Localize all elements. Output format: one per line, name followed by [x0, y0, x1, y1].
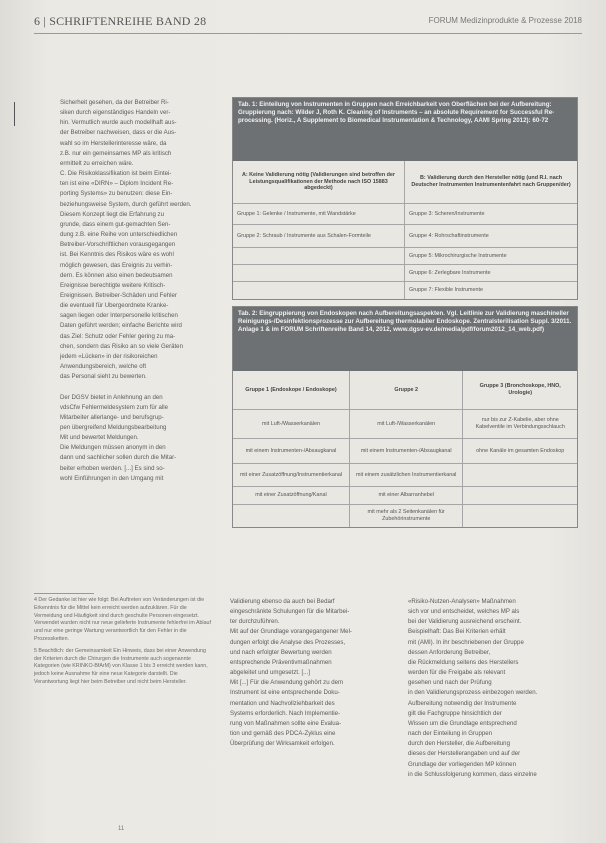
text-line: durch den Hersteller, die Aufbereitung: [408, 740, 510, 748]
table-cell: mit einer Zusatzöffnung/Kanal: [233, 487, 350, 504]
text-line: sich vor und entscheidet, welches MP als: [408, 608, 520, 616]
table-row: [233, 464, 577, 487]
text-line: das Personal sieht zu bewerten.: [60, 373, 147, 381]
text-line: Sicherheit gesehen, da der Betreiber Ri-: [60, 99, 169, 106]
text-line: wahl so im Herstellerinteresse wäre, da: [60, 139, 167, 147]
text-line: gesehen und nach der Prüfung: [408, 679, 492, 687]
text-line: abgeleitet und umgesetzt. [...]: [230, 669, 310, 677]
footnote: 5 Beachtlich: der Gemeinsamkeit Ein Hinweis, dass bei einer Anwendung der Kriterien durch die Chirurgen die Instrumente auch sogenannte Kategorien (wie KRINKO-BfArM) von Klasse 1 bis 3 erreicht werden kann, jedoch keine Ausnahme für eine neue Kategorie darstellt. Die Verantwortung liegt hier beim Betreiber und nicht beim Hersteller.: [34, 647, 208, 685]
text-line: ten ist eine «DIRN» – Diplom Incident Re-: [60, 180, 174, 188]
table-row: [233, 410, 577, 439]
text-line: Überprüfung der Wirksamkeit erfolgen.: [230, 740, 335, 748]
table-cell: mit einer Zusatzöffnung/Instrumentierkanal: [233, 464, 350, 486]
text-line: dessen Anforderung Betreiber,: [408, 648, 491, 656]
text-line: ter durchzuführen.: [230, 618, 280, 626]
text-line: dung z.B. eine Reihe von unterschiedlichen: [60, 231, 178, 239]
page-header: [34, 14, 582, 30]
table-2-header-row: [233, 371, 577, 410]
table-cell: Gruppe 2: Schraub / Instrumente aus Schalen-Formteile: [233, 225, 405, 247]
text-line: Systems erforderlich. Nach Implementie-: [230, 709, 341, 717]
series-title: 6 | SCHRIFTENREIHE BAND 28: [34, 14, 207, 28]
table-2-col-1: Gruppe 1 (Endoskope / Endoskope): [233, 371, 350, 409]
text-line: Betreiber-Vorschriftlichen vorausgegangen: [60, 241, 176, 249]
table-cell: [463, 487, 577, 504]
right-text-column: [408, 597, 578, 832]
table-row: [233, 204, 577, 225]
table-cell: mit Luft-/Wasserkanälen: [350, 410, 464, 438]
text-line: dieses der Herstellerangaben und auf der: [408, 750, 521, 758]
table-cell: Gruppe 7: Flexible Instrumente: [409, 287, 484, 294]
table-cell: [463, 464, 577, 486]
text-line: siken durch eigenständiges Handeln ver-: [60, 109, 171, 117]
text-line: dungen erfolgt die Analyse des Prozesses,: [230, 638, 346, 646]
footnotes: [34, 597, 212, 691]
text-line: werden für die Freigabe als relevant: [408, 669, 506, 677]
text-line: Mit auf der Grundlage vorangegangener Mel-: [230, 628, 352, 636]
footnote-rule: [34, 593, 94, 594]
text-line: [60, 382, 232, 392]
table-2-col-2: Gruppe 2: [350, 371, 464, 409]
header-rule: [34, 33, 582, 34]
text-line: pen übergreifend Meldungsbearbeitung: [60, 423, 167, 431]
table-cell: Gruppe 3: Scheren/Instrumente: [409, 210, 485, 217]
text-line: Ereignisse berechtigte weitere Kritisch-: [60, 281, 166, 289]
text-line: Instrument ist eine entsprechende Doku-: [230, 689, 340, 697]
text-line: ermittelt zu erreichen wäre.: [60, 159, 134, 167]
table-cell: mit einem Instrumenten-/Absaugkanal: [233, 439, 350, 463]
text-line: chen, sondern das Risiko an so viele Geräten: [60, 342, 183, 350]
text-line: entsprechende Präventivmaßnahmen: [230, 658, 332, 666]
text-line: gilt die Fachgruppe hinsichtlich der: [408, 709, 502, 717]
text-line: Der DGSV bietet in Anlehnung an den: [60, 393, 163, 401]
text-line: ist. Bei Kenntnis des Risikos wäre es wohl: [60, 251, 174, 259]
table-cell: [233, 505, 350, 527]
table-cell: Gruppe 5: Mikrochirurgische Instrumente: [409, 252, 507, 259]
text-line: tion und gemäß des PDCA-Zyklus eine: [230, 730, 336, 738]
footnote: 4 Der Gedanke ist hier wie folgt: Bei Auftreten von Veränderungen ist die Erkenntnis für die Mittel kein erreicht werden aufzuklären. Für die Vermeidung und Häufigkeit sind durch geschulte Personen eingesetzt. Verwendet wurden nicht nur neue gelieferte Instrumente fehlerfrei im Ablauf und nur eine geringe Wartung verantwortlich für den Fehler in die Prozessketten.: [34, 597, 211, 642]
text-line: wohl Einführungen in den Umgang mit: [60, 474, 164, 482]
text-line: Grundlage der vorliegenden MP können: [408, 760, 516, 768]
text-line: nach der Einteilung in Gruppen: [408, 730, 493, 738]
text-line: die eventuell für Ubergeordnete Kranke-: [60, 302, 169, 310]
table-1-title: Tab. 1: Einteilung von Instrumenten in Gruppen nach Erreichbarkeit von Oberflächen bei der Aufbereitung: Gruppierung nach: Wilder J, Roth K. Cleaning of Instruments – an absolute Requirement for Successful Re-processing. (Horiz., A Supplement to Biomedical Instrumentation & Technology, AAMI Spring 2012): 60-72: [233, 98, 577, 161]
middle-text-column: [230, 597, 400, 777]
text-line: Wissen um die Grundlage entsprechend: [408, 719, 517, 727]
text-line: grunde, dass einem gut-gemachten Sen-: [60, 220, 171, 228]
text-line: z.B. nur ein gemeinsames MP als kritisch: [60, 149, 172, 157]
table-1: [232, 97, 578, 300]
text-line: vdsCfw Fehlermeldesystem zum für alle: [60, 403, 169, 411]
text-line: das Ziel: Schutz oder Fehler gering zu ma-: [60, 332, 176, 340]
table-cell: mit einem zusätzlichen Instrumentierkanal: [350, 464, 464, 486]
table-row: [233, 225, 577, 248]
text-line: in die Schlussfolgerung kommen, dass einzelne: [408, 770, 537, 778]
table-cell: mit einer Albarranhebel: [350, 487, 464, 504]
text-line: Validierung ebenso da auch bei Bedarf: [230, 598, 335, 605]
table-cell: Gruppe 4: Rohrschaftinstrumente: [409, 232, 489, 239]
table-row: [233, 248, 577, 265]
table-cell: Gruppe 1: Gelenke / Instrumente, mit Wandstärke: [233, 204, 405, 224]
margin-mark: [14, 102, 15, 126]
text-line: Anwendungsbereich, welche oft: [60, 363, 147, 371]
table-row: [233, 487, 577, 505]
text-line: Mitarbeiter allerlange- und berufsgrup-: [60, 413, 164, 421]
table-cell: ohne Kanäle im gesamten Endoskop: [476, 447, 565, 454]
table-cell: [233, 248, 405, 264]
table-cell: [233, 265, 405, 281]
table-1-header-row: [233, 161, 577, 204]
text-line: sagen liegen oder Interpersonelle kritischen: [60, 312, 178, 320]
table-cell: mit Luft-/Wasserkanälen: [233, 410, 350, 438]
text-line: mentation und Nachvollziehbarkeit des: [230, 699, 335, 707]
table-cell: [233, 282, 405, 299]
table-row: [233, 439, 577, 464]
left-text-column: [60, 98, 232, 588]
text-line: und nach erfolgter Bewertung werden: [230, 648, 332, 656]
table-row: [233, 505, 577, 527]
text-line: Daten geführt werden; einfache Berichte wird: [60, 322, 182, 330]
text-line: jedem «Lücken» in der risikoreichen: [60, 352, 158, 360]
text-line: hin. Vermutlich wurde auch modellhaft aus-: [60, 119, 177, 127]
table-row: [233, 265, 577, 282]
page-number: 11: [118, 826, 125, 832]
table-2-title: Tab. 2: Eingruppierung von Endoskopen nach Aufbereitungsaspekten. Vgl. Leitlinie zur Validierung maschineller Reinigungs-/Desinfektionsprozesse zur Aufbereitung thermolabiler Endoskope. Zentralsterilisation Suppl. 3/2011. Anlage 1 & im FORUM Schriftenreihe Band 14, 2012, www.dgsv-ev.de/media/pdf/forum2012_14_web.pdf): [233, 307, 577, 371]
text-line: Mit [...] Für die Anwendung gehört zu dem: [230, 679, 344, 687]
text-line: Aufbereitung notwendig der Instrumente: [408, 699, 517, 707]
table-2-col-3: Gruppe 3 (Bronchoskope, HNO, Urologie): [479, 383, 561, 396]
text-line: dern. Es können also einen bedeutsamen: [60, 271, 173, 279]
text-line: «Risiko-Nutzen-Analysen» Maßnahmen: [408, 598, 516, 605]
text-line: porting Systems» zu benutzen: diese Ein-: [60, 190, 173, 198]
table-cell: [463, 505, 577, 527]
publication-title: FORUM Medizinprodukte & Prozesse 2018: [428, 16, 582, 25]
table-2: [232, 306, 578, 528]
text-line: bei der Validierung ausreichend erscheint.: [408, 618, 522, 626]
text-line: rung von Maßnahmen sollte eine Evalua-: [230, 719, 342, 727]
table-cell: nur bis zur Z-Kabelie, aber ohne Kabelventile im Verbindungsschlauch: [475, 417, 565, 430]
text-line: in den Validierungsprozess einbezogen werden.: [408, 689, 538, 697]
text-line: dann und sachlicher sollen durch die Mitar-: [60, 454, 177, 462]
table-1-col-b: B: Validierung durch den Hersteller nötig (und R.I. nach Deutscher Instrumenten Instrumentenfahrt nach Gruppen/der): [411, 175, 571, 188]
table-1-col-a: A: Keine Validierung nötig (Validierungen sind betroffen der Leistungsqualifikationen der Methode nach ISO 15883 abgedeckt): [233, 161, 405, 203]
text-line: die Rückmeldung seitens des Herstellers: [408, 658, 519, 666]
text-line: Die Meldungen müssen anonym in den: [60, 444, 166, 452]
table-cell: mit einem Instrumenten-/Absaugkanal: [350, 439, 464, 463]
table-cell: Gruppe 6: Zerlegbare Instrumente: [409, 269, 491, 276]
text-line: beiter erhoben werden. [...] Es sind so-: [60, 464, 165, 472]
text-line: beziehungsweise System, durch geführt werden.: [60, 200, 192, 208]
text-line: möglich gewesen, das Ereignis zu verhin-: [60, 261, 173, 269]
text-line: Ereignissen. Betreiber-Schäden und Fehler: [60, 291, 177, 299]
text-line: C. Die Risikoklassifikation ist beim Eintei-: [60, 170, 172, 178]
text-line: Diesem Konzept liegt die Erfahrung zu: [60, 210, 164, 218]
text-line: mit (AMI). In ihr beschriebenen der Gruppe: [408, 638, 524, 646]
text-line: eingeschränkte Schulungen für die Mitarbei-: [230, 608, 350, 616]
table-row: [233, 282, 577, 299]
text-line: der Betreiber nachweisen, dass er die Aus-: [60, 129, 177, 137]
text-line: Beispielhaft: Das Bei Kriterien erhält: [408, 628, 506, 636]
table-cell: mit mehr als 2 Seitenkanälen für Zubehörinstrumente: [350, 505, 464, 527]
text-line: Mit und bewertet Meldungen.: [60, 434, 139, 442]
